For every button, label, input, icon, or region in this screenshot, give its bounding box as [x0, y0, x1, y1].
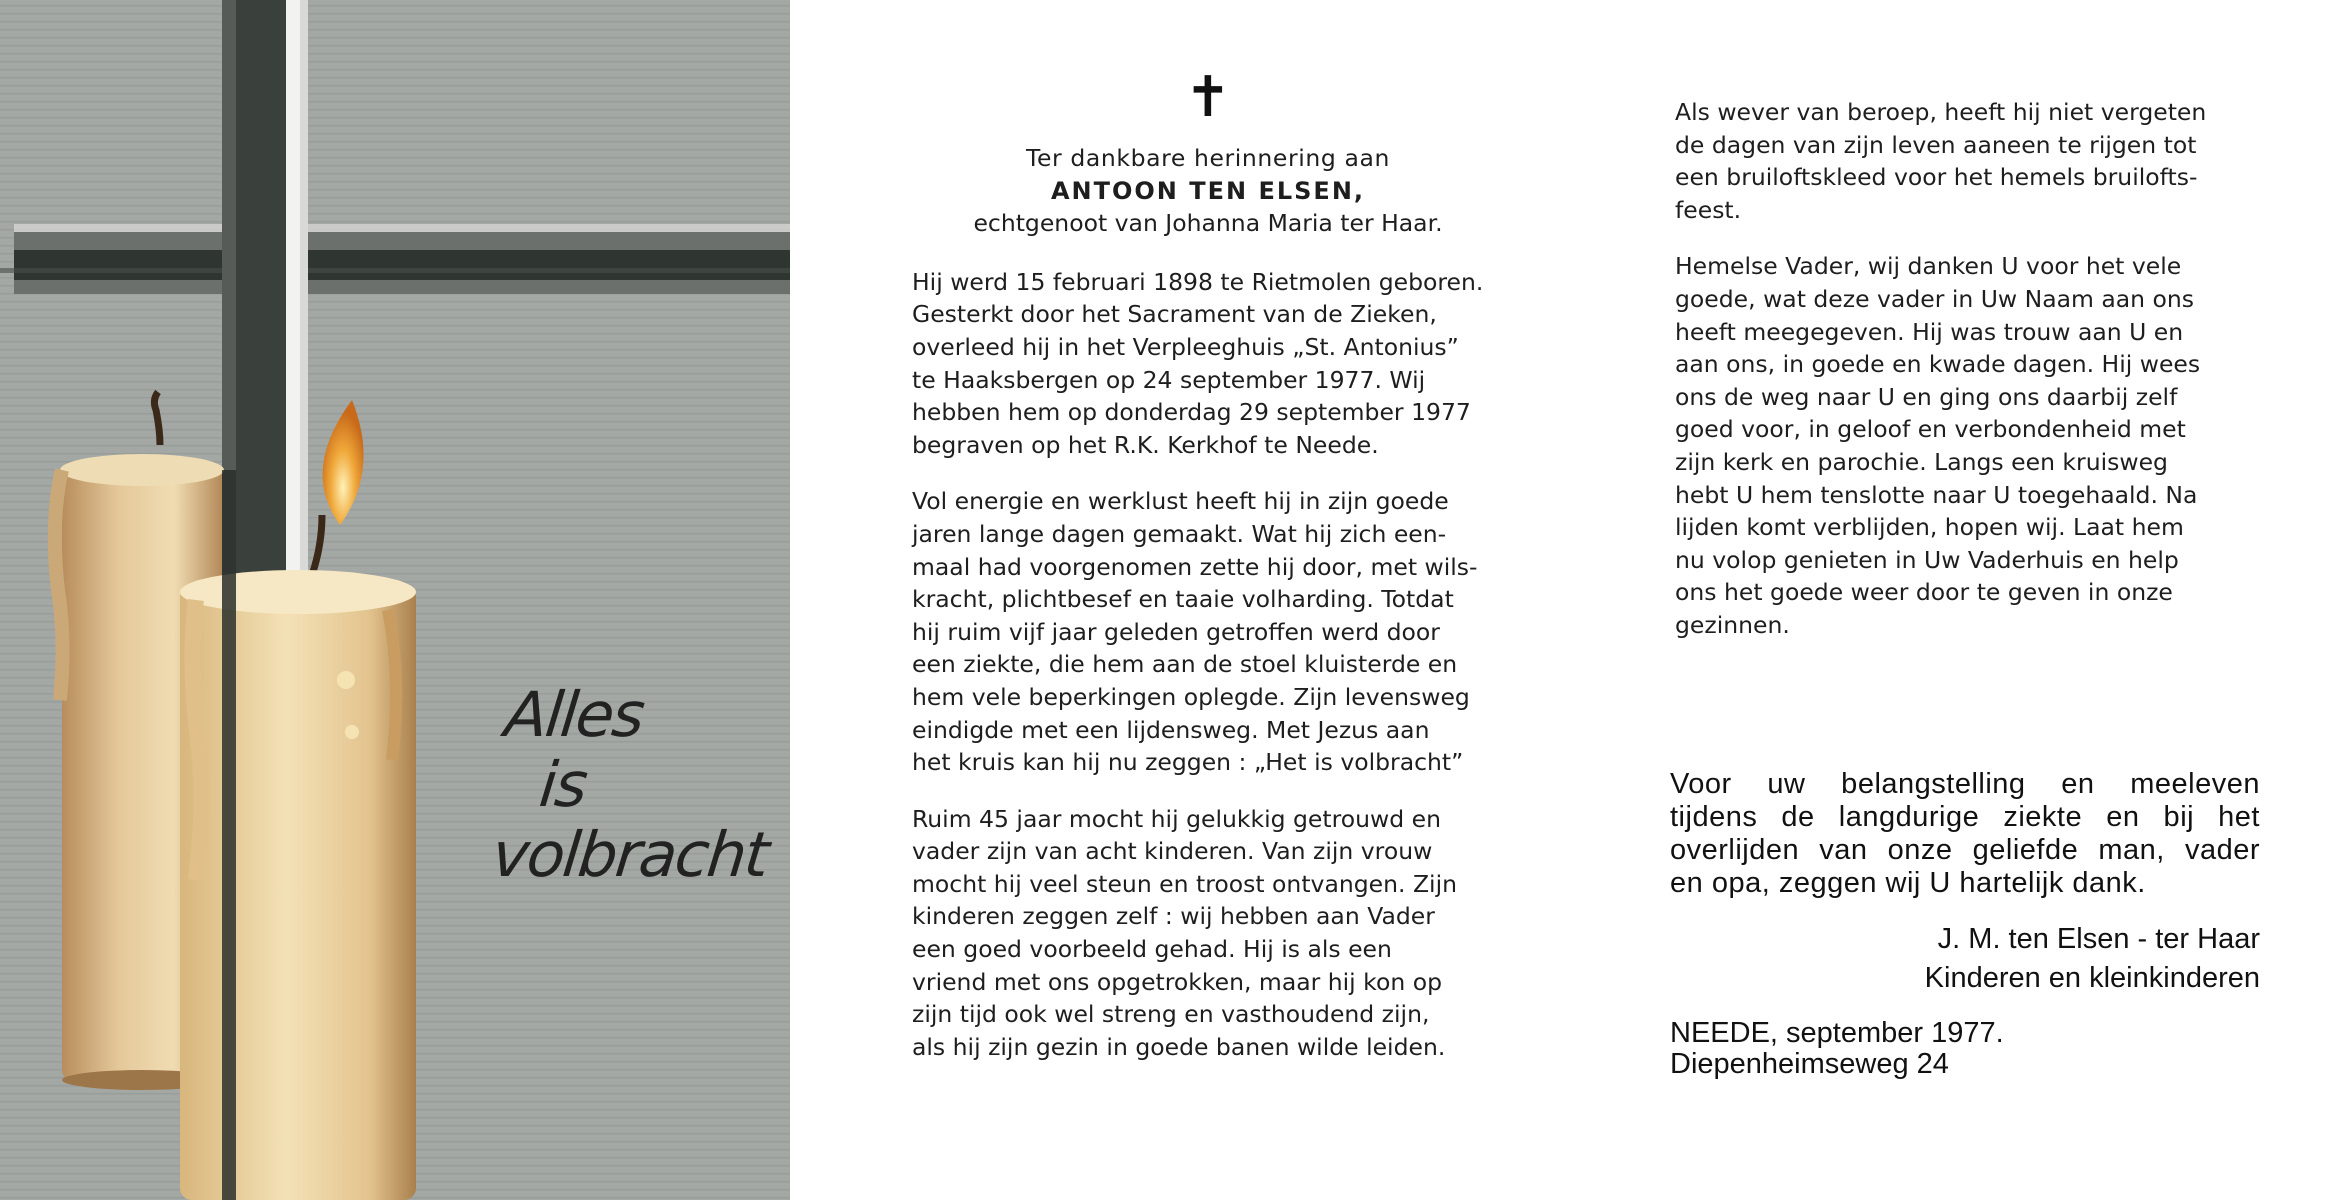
text-line: kinderen zeggen zelf : wij hebben aan Vader: [912, 902, 1435, 931]
text-line: Ruim 45 jaar mocht hij gelukkig getrouwd en: [912, 804, 1441, 833]
memorial-intro: Ter dankbare herinnering aan: [1026, 144, 1390, 172]
deceased-name: ANTOON TEN ELSEN,: [1050, 176, 1366, 205]
place-and-address: [1670, 1018, 2260, 1080]
text-line: te Haaksbergen op 24 september 1977. Wij: [912, 365, 1426, 394]
text-line: heeft meegegeven. Hij was trouw aan U en: [1675, 317, 2184, 346]
paragraph-prayer: [1675, 250, 2265, 641]
paragraph-weaver: [1675, 96, 2265, 226]
signers: [1670, 920, 2260, 998]
paragraph-life: [912, 485, 1504, 778]
text-line: vader zijn van acht kinderen. Van zijn vrouw: [912, 837, 1433, 866]
text-line: mocht hij veel steun en troost ontvangen. Zijn: [912, 869, 1457, 898]
text-line: een bruiloftskleed voor het hemels bruilofts-: [1675, 163, 2198, 192]
motto-line: is: [536, 748, 590, 821]
text-line: hij ruim vijf jaar geleden getroffen werd door: [912, 617, 1440, 646]
text-line: hebben hem op donderdag 29 september 1977: [912, 398, 1471, 427]
text-line: goed voor, in geloof en verbondenheid met: [1675, 415, 2186, 444]
address: Diepenheimseweg 24: [1670, 1048, 1949, 1080]
cover-motto: [471, 680, 790, 890]
signer-widow: J. M. ten Elsen - ter Haar: [1937, 923, 2260, 955]
cross-icon: ✝: [1184, 65, 1232, 130]
text-line: goede, wat deze vader in Uw Naam aan ons: [1675, 284, 2195, 313]
text-line: Gesterkt door het Sacrament van de Zieken,: [912, 300, 1437, 329]
text-line: jaren lange dagen gemaakt. Wat hij zich een-: [912, 519, 1447, 548]
paragraph-family: [912, 803, 1504, 1064]
thanks-line: overlijden van onze geliefde man, vader: [1670, 834, 2260, 866]
text-line: ons het goede weer door te geven in onze: [1675, 578, 2173, 607]
thanks-line: en opa, zeggen wij U hartelijk dank.: [1670, 867, 2146, 899]
text-line: eindigde met een lijdensweg. Met Jezus aan: [912, 715, 1430, 744]
place-date: NEEDE, september 1977.: [1670, 1017, 2004, 1049]
text-line: hem vele beperkingen oplegde. Zijn levensweg: [912, 682, 1470, 711]
thanks-line: tijdens de langdurige ziekte en bij het: [1670, 801, 2260, 833]
text-line: nu volop genieten in Uw Vaderhuis en help: [1675, 545, 2179, 574]
spouse-line: echtgenoot van Johanna Maria ter Haar.: [973, 209, 1443, 238]
text-line: vriend met ons opgetrokken, maar hij kon op: [912, 967, 1442, 996]
motto-line: Alles: [501, 678, 647, 751]
text-line: Hemelse Vader, wij danken U voor het vele: [1675, 252, 2182, 281]
text-line: gezinnen.: [1675, 610, 1790, 639]
text-line: het kruis kan hij nu zeggen : „Het is volbracht”: [912, 748, 1464, 777]
motto-line: volbracht: [488, 818, 771, 891]
text-line: Hij werd 15 februari 1898 te Rietmolen geboren.: [912, 267, 1484, 296]
text-line: ons de weg naar U en ging ons daarbij zelf: [1675, 382, 2178, 411]
text-line: zijn kerk en parochie. Langs een kruisweg: [1675, 447, 2168, 476]
text-line: hebt U hem tenslotte naar U toegehaald. Na: [1675, 480, 2198, 509]
text-line: lijden komt verblijden, hopen wij. Laat hem: [1675, 513, 2184, 542]
cover-illustration: [0, 0, 790, 1200]
text-line: aan ons, in goede en kwade dagen. Hij wees: [1675, 350, 2201, 379]
thanks-notice: [1670, 768, 2260, 900]
text-line: een goed voorbeeld gehad. Hij is als een: [912, 935, 1392, 964]
signer-family: Kinderen en kleinkinderen: [1924, 962, 2260, 994]
memorial-text-right: [1675, 96, 2265, 642]
cross-horizontal-beam: [0, 224, 790, 294]
text-line: feest.: [1675, 195, 1742, 224]
thanks-line: Voor uw belangstelling en meeleven: [1670, 768, 2260, 800]
memorial-text-left: [912, 65, 1504, 1063]
text-line: overleed hij in het Verpleeghuis „St. Antonius”: [912, 332, 1459, 361]
paragraph-biography: [912, 266, 1504, 462]
text-line: Vol energie en werklust heeft hij in zijn goede: [912, 487, 1449, 516]
text-line: een ziekte, die hem aan de stoel kluisterde en: [912, 650, 1458, 679]
text-line: begraven op het R.K. Kerkhof te Neede.: [912, 430, 1379, 459]
text-line: zijn tijd ook wel streng en vasthoudend zijn,: [912, 1000, 1430, 1029]
text-line: de dagen van zijn leven aaneen te rijgen tot: [1675, 130, 2197, 159]
text-line: kracht, plichtbesef en taaie volharding. Totdat: [912, 585, 1454, 614]
text-line: als hij zijn gezin in goede banen wilde leiden.: [912, 1032, 1446, 1061]
text-line: Als wever van beroep, heeft hij niet vergeten: [1675, 98, 2207, 126]
text-line: maal had voorgenomen zette hij door, met wils-: [912, 552, 1478, 581]
cover-panel: [0, 0, 790, 1200]
